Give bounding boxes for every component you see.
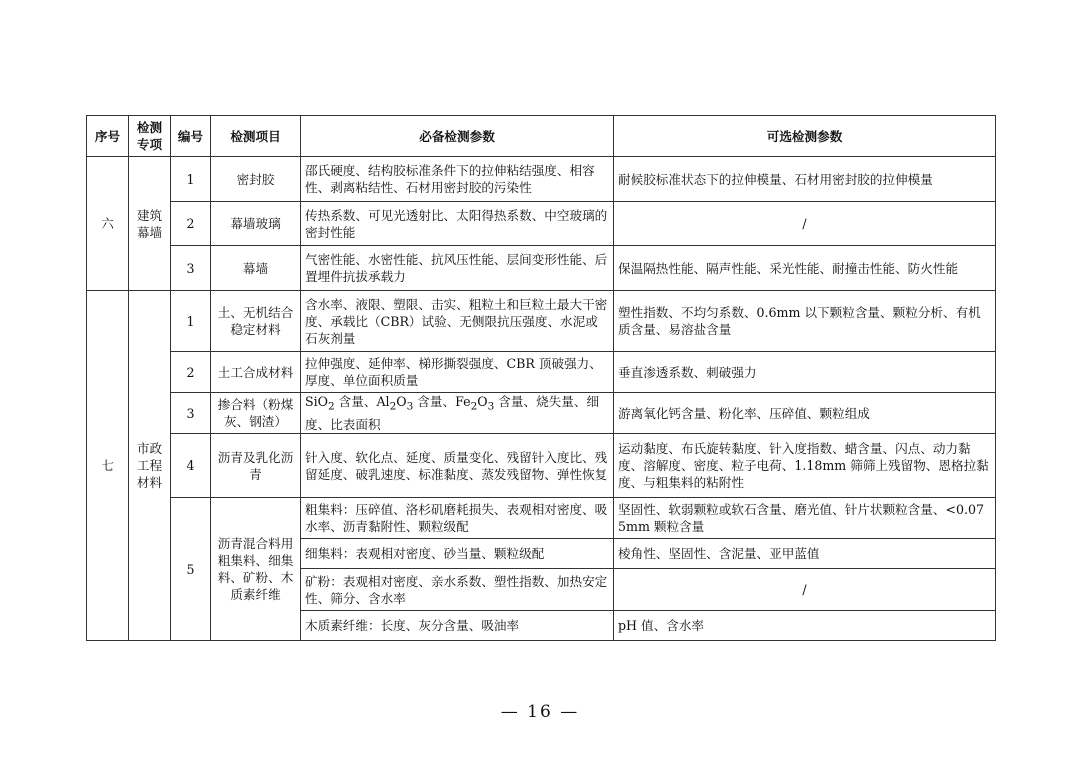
group-seq: 七 <box>87 291 129 641</box>
row-item: 沥青混合料用粗集料、细集料、矿粉、木质素纤维 <box>211 498 301 641</box>
table-row <box>87 291 996 352</box>
group-seq: 六 <box>87 157 129 291</box>
row-optional: 运动黏度、布氏旋转黏度、针入度指数、蜡含量、闪点、动力黏度、溶解度、密度、粒子电荷、1.18mm 筛筛上残留物、恩格拉黏度、与粗集料的粘附性 <box>614 434 996 498</box>
row-required: 木质素纤维：长度、灰分含量、吸油率 <box>301 611 614 641</box>
row-optional: 保温隔热性能、隔声性能、采光性能、耐撞击性能、防火性能 <box>614 246 996 291</box>
row-item: 掺合料（粉煤灰、钢渣） <box>211 393 301 434</box>
group-category: 市政工程材料 <box>129 291 171 641</box>
page-number: — 16 — <box>500 702 580 722</box>
table-row <box>87 246 996 291</box>
table-row <box>87 393 996 434</box>
row-optional: 耐候胶标准状态下的拉伸模量、石材用密封胶的拉伸模量 <box>614 157 996 202</box>
header-optional: 可选检测参数 <box>614 116 996 157</box>
row-required: 细集料：表观相对密度、砂当量、颗粒级配 <box>301 539 614 569</box>
group-category: 建筑幕墙 <box>129 157 171 291</box>
row-optional: 垂直渗透系数、刺破强力 <box>614 352 996 393</box>
row-item: 土工合成材料 <box>211 352 301 393</box>
row-required-formula: SiO$_2$ 含量、$Al_2O_3$ 含量、$Fe_2O_3$ 含量、烧失量、细度、比表面积 <box>301 393 614 434</box>
row-item: 幕墙 <box>211 246 301 291</box>
row-code: 1 <box>171 157 211 202</box>
table-row <box>87 202 996 246</box>
row-code: 3 <box>171 393 211 434</box>
header-seq: 序号 <box>87 116 129 157</box>
row-required: 气密性能、水密性能、抗风压性能、层间变形性能、后置埋件抗拔承载力 <box>301 246 614 291</box>
row-required: 针入度、软化点、延度、质量变化、残留针入度比、残留延度、破乳速度、标准黏度、蒸发残留物、弹性恢复 <box>301 434 614 498</box>
row-optional: 棱角性、坚固性、含泥量、亚甲蓝值 <box>614 539 996 569</box>
row-item: 幕墙玻璃 <box>211 202 301 246</box>
row-item: 土、无机结合稳定材料 <box>211 291 301 352</box>
inspection-parameter-table <box>86 115 996 641</box>
row-optional: / <box>614 202 996 246</box>
row-optional: 坚固性、软弱颗粒或软石含量、磨光值、针片状颗粒含量、<0.075mm 颗粒含量 <box>614 498 996 539</box>
row-code: 4 <box>171 434 211 498</box>
row-required: 拉伸强度、延伸率、梯形撕裂强度、CBR 顶破强力、厚度、单位面积质量 <box>301 352 614 393</box>
header-item: 检测项目 <box>211 116 301 157</box>
row-item: 密封胶 <box>211 157 301 202</box>
row-code: 3 <box>171 246 211 291</box>
row-required: 含水率、液限、塑限、击实、粗粒土和巨粒土最大干密度、承载比（CBR）试验、无侧限抗压强度、水泥或石灰剂量 <box>301 291 614 352</box>
row-optional: / <box>614 569 996 611</box>
header-row <box>87 116 996 157</box>
table-row <box>87 434 996 498</box>
row-required: 邵氏硬度、结构胶标准条件下的拉伸粘结强度、相容性、剥离粘结性、石材用密封胶的污染性 <box>301 157 614 202</box>
row-required: 传热系数、可见光透射比、太阳得热系数、中空玻璃的密封性能 <box>301 202 614 246</box>
table-row <box>87 498 996 539</box>
row-item: 沥青及乳化沥青 <box>211 434 301 498</box>
row-optional: 游离氧化钙含量、粉化率、压碎值、颗粒组成 <box>614 393 996 434</box>
row-required: 粗集料：压碎值、洛杉矶磨耗损失、表观相对密度、吸水率、沥青黏附性、颗粒级配 <box>301 498 614 539</box>
row-code: 1 <box>171 291 211 352</box>
row-code: 2 <box>171 352 211 393</box>
header-required: 必备检测参数 <box>301 116 614 157</box>
table-row <box>87 157 996 202</box>
row-optional: 塑性指数、不均匀系数、0.6mm 以下颗粒含量、颗粒分析、有机质含量、易溶盐含量 <box>614 291 996 352</box>
row-required: 矿粉：表观相对密度、亲水系数、塑性指数、加热安定性、筛分、含水率 <box>301 569 614 611</box>
row-optional: pH 值、含水率 <box>614 611 996 641</box>
row-code: 5 <box>171 498 211 641</box>
header-code: 编号 <box>171 116 211 157</box>
header-category: 检测专项 <box>129 116 171 157</box>
row-code: 2 <box>171 202 211 246</box>
table-row <box>87 352 996 393</box>
